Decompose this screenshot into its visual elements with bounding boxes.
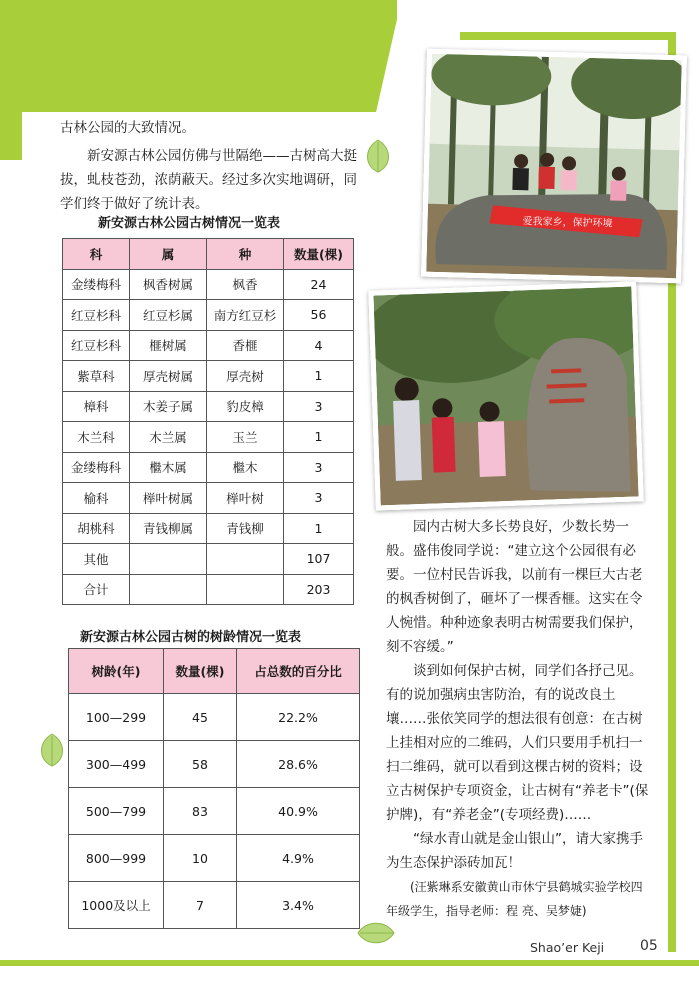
author-note: (汪紫琳系安徽黄山市休宁县鹤城实验学校四年级学生，指导老师：程 亮、吴梦婕) xyxy=(386,880,643,918)
table-cell: 红豆杉科 xyxy=(63,330,130,361)
table-cell: 800—999 xyxy=(69,835,164,882)
table-header-cell: 占总数的百分比 xyxy=(237,649,360,694)
table-cell: 3 xyxy=(284,483,354,514)
table-row xyxy=(69,882,360,929)
table-cell: 青钱柳属 xyxy=(130,513,207,544)
table-cell: 青钱柳 xyxy=(207,513,284,544)
table-row xyxy=(63,361,354,392)
table-cell: 胡桃科 xyxy=(63,513,130,544)
intro-text xyxy=(60,116,370,216)
table-cell: 枫香 xyxy=(207,269,284,300)
table-cell: 榧树属 xyxy=(130,330,207,361)
table-row xyxy=(63,300,354,331)
magazine-title: Shao’er Keji xyxy=(530,940,605,955)
table-cell: 4 xyxy=(284,330,354,361)
leaf-icon xyxy=(362,138,394,174)
intro-paragraph: 新安源古林公园仿佛与世隔绝——古树高大挺拔，虬枝苍劲，浓荫蔽天。经过多次实地调研，同学们终于做好了统计表。 xyxy=(60,148,357,212)
table-row xyxy=(63,391,354,422)
table-cell: 厚壳树属 xyxy=(130,361,207,392)
leaf-icon xyxy=(356,918,396,948)
table-cell xyxy=(207,574,284,605)
table-cell: 樟科 xyxy=(63,391,130,422)
table-cell: 107 xyxy=(284,544,354,575)
table-cell: 木姜子属 xyxy=(130,391,207,422)
table-cell: 红豆杉属 xyxy=(130,300,207,331)
table-cell: 83 xyxy=(164,788,237,835)
table-row xyxy=(63,574,354,605)
table-cell: 檵木 xyxy=(207,452,284,483)
table-header-row xyxy=(63,239,354,270)
page-number: 05 xyxy=(640,938,658,954)
article-paragraph: 谈到如何保护古树，同学们各抒己见。有的说加强病虫害防治，有的说改良土壤……张依笑同学的想法很有创意：在古树上挂相对应的二维码，人们只要用手机扫一扫二维码，就可以看到这棵古树的资料；设立古树保护专项资金，让古树有“养老卡”(保护牌)，有“养老金”(专项经费)…… xyxy=(386,663,649,823)
table-row xyxy=(69,835,360,882)
table-row xyxy=(63,452,354,483)
table-row xyxy=(63,483,354,514)
tree-species-table xyxy=(62,238,354,605)
table-cell: 红豆杉科 xyxy=(63,300,130,331)
table-row xyxy=(63,544,354,575)
table-cell: 玉兰 xyxy=(207,422,284,453)
table-header-cell: 树龄(年) xyxy=(69,649,164,694)
table-cell: 金缕梅科 xyxy=(63,269,130,300)
table-cell: 3 xyxy=(284,391,354,422)
table-cell: 木兰属 xyxy=(130,422,207,453)
table-cell: 香榧 xyxy=(207,330,284,361)
table-cell: 28.6% xyxy=(237,741,360,788)
tree-age-table xyxy=(68,648,360,929)
table-cell: 其他 xyxy=(63,544,130,575)
table-row xyxy=(69,741,360,788)
table-row xyxy=(69,788,360,835)
table-header-cell: 科 xyxy=(63,239,130,270)
table-cell xyxy=(207,544,284,575)
table-cell: 58 xyxy=(164,741,237,788)
table-cell: 3 xyxy=(284,452,354,483)
intro-lead: 古林公园的大致情况。 xyxy=(60,120,195,136)
table-cell: 3.4% xyxy=(237,882,360,929)
table-cell: 紫草科 xyxy=(63,361,130,392)
right-article-text xyxy=(386,515,654,923)
table-row xyxy=(69,694,360,741)
table-cell: 1 xyxy=(284,513,354,544)
table2-caption: 新安源古林公园古树的树龄情况一览表 xyxy=(80,630,302,645)
table-header-cell: 属 xyxy=(130,239,207,270)
table-cell: 合计 xyxy=(63,574,130,605)
table-row xyxy=(63,513,354,544)
photo-children-on-rock xyxy=(421,49,687,284)
table-cell: 南方红豆杉 xyxy=(207,300,284,331)
table-cell: 500—799 xyxy=(69,788,164,835)
table-cell: 1000及以上 xyxy=(69,882,164,929)
table-cell: 枫香树属 xyxy=(130,269,207,300)
leaf-icon xyxy=(36,732,68,768)
bottom-green-bar xyxy=(0,960,699,966)
banner-text: 爱我家乡，保护环境 xyxy=(522,216,613,230)
table-cell: 榉叶树属 xyxy=(130,483,207,514)
table-cell: 40.9% xyxy=(237,788,360,835)
table-row xyxy=(63,330,354,361)
table-cell: 1 xyxy=(284,422,354,453)
table-cell: 榉叶树 xyxy=(207,483,284,514)
table-cell: 1 xyxy=(284,361,354,392)
table-cell xyxy=(130,544,207,575)
table-header-cell: 种 xyxy=(207,239,284,270)
table-cell: 4.9% xyxy=(237,835,360,882)
table-header-cell: 数量(棵) xyxy=(284,239,354,270)
article-paragraph: “绿水青山就是金山银山”，请大家携手为生态保护添砖加瓦！ xyxy=(386,831,643,871)
table-cell: 56 xyxy=(284,300,354,331)
table-header-cell: 数量(棵) xyxy=(164,649,237,694)
table-cell: 金缕梅科 xyxy=(63,452,130,483)
table-row xyxy=(63,422,354,453)
table-cell: 榆科 xyxy=(63,483,130,514)
table-cell: 檵木属 xyxy=(130,452,207,483)
table-cell: 22.2% xyxy=(237,694,360,741)
table-cell: 7 xyxy=(164,882,237,929)
table-header-row xyxy=(69,649,360,694)
table-cell: 10 xyxy=(164,835,237,882)
table-cell: 203 xyxy=(284,574,354,605)
table-cell: 厚壳树 xyxy=(207,361,284,392)
photo-children-reading-stone xyxy=(368,281,644,510)
article-paragraph: 园内古树大多长势良好，少数长势一般。盛伟俊同学说：“建立这个公园很有必要。一位村民告诉我，以前有一棵巨大古老的枫香树倒了，砸坏了一棵香榧。这实在令人惋惜。种种迹象表明古树需要我们保护，刻不容缓。” xyxy=(386,519,643,655)
table-cell xyxy=(130,574,207,605)
table-cell: 24 xyxy=(284,269,354,300)
table-cell: 100—299 xyxy=(69,694,164,741)
table-cell: 豹皮樟 xyxy=(207,391,284,422)
table1-caption: 新安源古林公园古树情况一览表 xyxy=(98,216,281,231)
table-cell: 木兰科 xyxy=(63,422,130,453)
table-row xyxy=(63,269,354,300)
table-cell: 300—499 xyxy=(69,741,164,788)
table-cell: 45 xyxy=(164,694,237,741)
